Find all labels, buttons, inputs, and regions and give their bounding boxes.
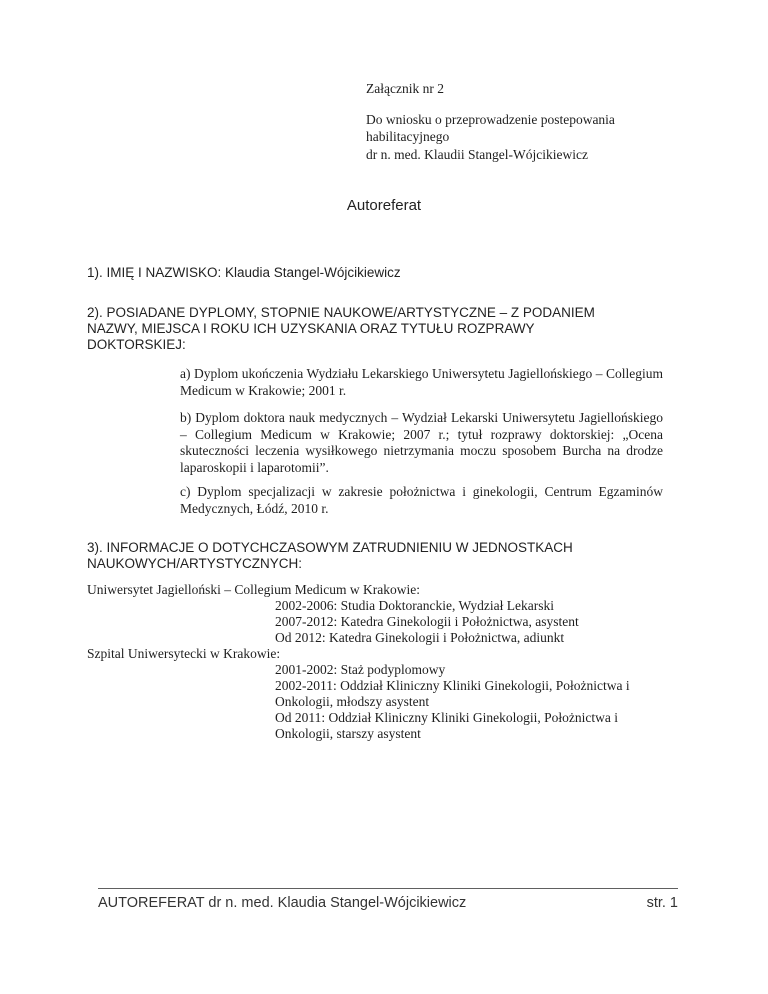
attachment-block <box>366 80 696 163</box>
employment-position: 2001-2002: Staż podyplomowy <box>275 662 446 677</box>
employer-name: Uniwersytet Jagielloński – Collegium Medicum w Krakowie: <box>87 582 420 597</box>
addressee-line-2: habilitacyjnego <box>366 129 450 144</box>
attachment-label: Załącznik nr 2 <box>366 81 444 96</box>
employment-position: 2007-2012: Katedra Ginekologii i Położnictwa, asystent <box>275 614 579 629</box>
footer-divider <box>98 888 678 889</box>
employer-name: Szpital Uniwersytecki w Krakowie: <box>87 646 281 661</box>
footer-page-number: str. 1 <box>646 895 678 911</box>
footer-left-text: AUTOREFERAT dr n. med. Klaudia Stangel-Wójcikiewicz <box>98 895 467 911</box>
employment-position: Od 2012: Katedra Ginekologii i Położnictwa, adiunkt <box>275 630 565 645</box>
section3-heading: 3). INFORMACJE O DOTYCHCZASOWYM ZATRUDNIENIU W JEDNOSTKACH NAUKOWYCH/ARTYSTYCZNYCH: <box>87 540 573 571</box>
diploma-item-a: a) Dyplom ukończenia Wydziału Lekarskiego Uniwersytetu Jagiellońskiego – Collegium Medicum w Krakowie; 2001 r. <box>180 366 663 398</box>
section2-heading: 2). POSIADANE DYPLOMY, STOPNIE NAUKOWE/ARTYSTYCZNE – Z PODANIEM NAZWY, MIEJSCA I ROKU ICH UZYSKANIA ORAZ TYTUŁU ROZPRAWY DOKTORSKIEJ: <box>87 305 595 352</box>
employment-position: 2002-2006: Studia Doktoranckie, Wydział Lekarski <box>275 598 554 613</box>
page-footer <box>98 893 678 913</box>
section1-heading: 1). IMIĘ I NAZWISKO: Klaudia Stangel-Wójcikiewicz <box>87 265 401 280</box>
employment-history <box>87 582 660 742</box>
employment-position: Od 2011: Oddział Kliniczny Kliniki Ginekologii, Położnictwa i Onkologii, starszy asystent <box>275 710 618 741</box>
addressee-line-1: Do wniosku o przeprowadzenie postepowania <box>366 111 615 127</box>
addressee-line-3: dr n. med. Klaudii Stangel-Wójcikiewicz <box>366 146 588 162</box>
diploma-item-c: c) Dyplom specjalizacji w zakresie położnictwa i ginekologii, Centrum Egzaminów Medycznych, Łódź, 2010 r. <box>180 484 663 516</box>
document-title: Autoreferat <box>346 197 422 214</box>
employment-position: 2002-2011: Oddział Kliniczny Kliniki Ginekologii, Położnictwa i Onkologii, młodszy asystent <box>275 678 630 709</box>
diploma-item-b: b) Dyplom doktora nauk medycznych – Wydział Lekarski Uniwersytetu Jagiellońskiego – Collegium Medicum w Krakowie; 2007 r.; tytuł rozprawy doktorskiej: „Ocena skuteczności leczenia wysiłkowego nietrzymania moczu sposobem Burcha na drodze laparoskopii i laparotomii”. <box>180 410 663 475</box>
